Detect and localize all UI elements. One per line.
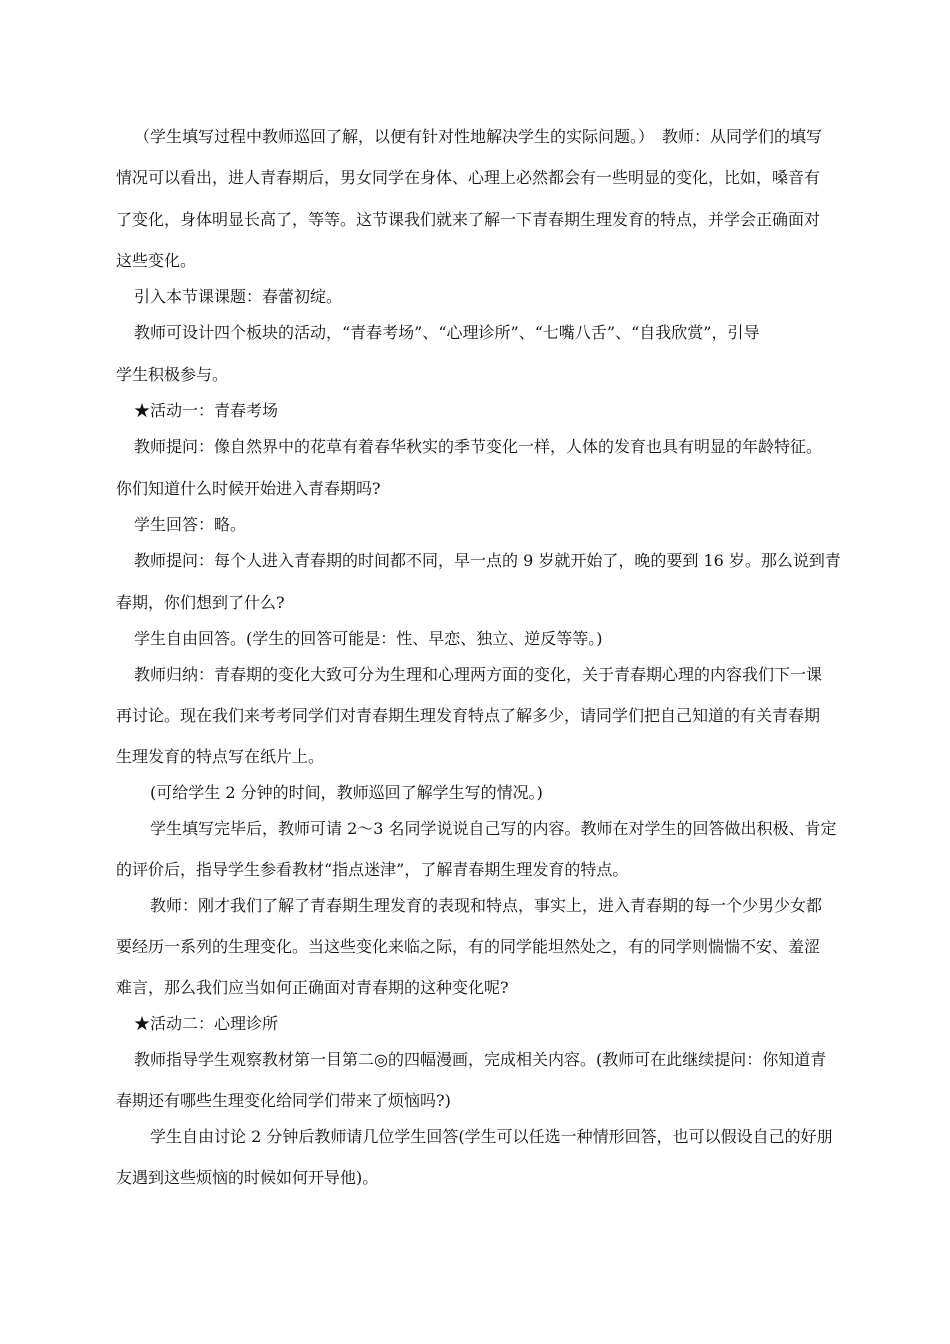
text-line: 春期还有哪些生理变化给同学们带来了烦恼吗?) (116, 1091, 451, 1110)
text-line: 引入本节课课题：春蕾初绽。 (134, 287, 343, 306)
text-line: 教师：刚才我们了解了青春期生理发育的表现和特点，事实上，进入青春期的每一个少男少女都 (150, 896, 823, 915)
text-line: 教师指导学生观察教材第一目第二◎的四幅漫画，完成相关内容。(教师可在此继续提问：你知道青 (134, 1050, 827, 1069)
text-line: 情况可以看出，进人青春期后，男女同学在身体、心理上必然都会有一些明显的变化，比如，嗓音有 (116, 168, 821, 187)
text-line: 学生自由讨论 2 分钟后教师请几位学生回答(学生可以任选一种情形回答，也可以假设自己的好朋 (150, 1127, 833, 1146)
text-line: 你们知道什么时候开始进入青春期吗? (116, 479, 381, 498)
text-line: 学生自由回答。(学生的回答可能是：性、早恋、独立、逆反等等。) (134, 629, 603, 648)
text-line: 学生积极参与。 (116, 365, 229, 384)
text-line: 难言，那么我们应当如何正确面对青春期的这种变化呢? (116, 978, 509, 997)
text-line: 教师提问：每个人进入青春期的时间都不同，早一点的 9 岁就开始了，晚的要到 16 岁。那么说到青 (134, 551, 841, 570)
text-line: 的评价后，指导学生参看教材“指点迷津”，了解青春期生理发育的特点。 (116, 860, 629, 879)
text-line: 要经历一系列的生理变化。当这些变化来临之际，有的同学能坦然处之，有的同学则惴惴不安、羞涩 (116, 937, 821, 956)
text-line: 了变化，身体明显长高了，等等。这节课我们就来了解一下青春期生理发育的特点，并学会正确面对 (116, 210, 821, 229)
text-line: 教师归纳：青春期的变化大致可分为生理和心理两方面的变化，关于青春期心理的内容我们下一课 (134, 665, 823, 684)
text-line: 再讨论。现在我们来考考同学们对青春期生理发育特点了解多少，请同学们把自己知道的有关青春期 (116, 706, 821, 725)
text-line: 生理发育的特点写在纸片上。 (116, 747, 325, 766)
text-line: 学生回答：略。 (134, 515, 247, 534)
text-line: 教师可设计四个板块的活动，“青春考场”、“心理诊所”、“七嘴八舌”、“自我欣赏”，引导 (134, 323, 760, 342)
text-line: 学生填写完毕后，教师可请 2～3 名同学说说自己写的内容。教师在对学生的回答做出积极、肯定 (150, 819, 837, 838)
text-line: 友遇到这些烦恼的时候如何开导他)。 (116, 1168, 379, 1187)
text-line: 这些变化。 (116, 251, 197, 270)
text-line: （学生填写过程中教师巡回了解，以便有针对性地解决学生的实际问题。） 教师：从同学们的填写 (134, 127, 823, 146)
text-line: 教师提问：像自然界中的花草有着春华秋实的季节变化一样，人体的发育也具有明显的年龄特征。 (134, 437, 823, 456)
section-heading: ★活动一：青春考场 (134, 401, 279, 420)
text-line: 春期，你们想到了什么? (116, 593, 285, 612)
section-heading: ★活动二：心理诊所 (134, 1014, 279, 1033)
text-line: (可给学生 2 分钟的时间，教师巡回了解学生写的情况。) (150, 783, 543, 802)
